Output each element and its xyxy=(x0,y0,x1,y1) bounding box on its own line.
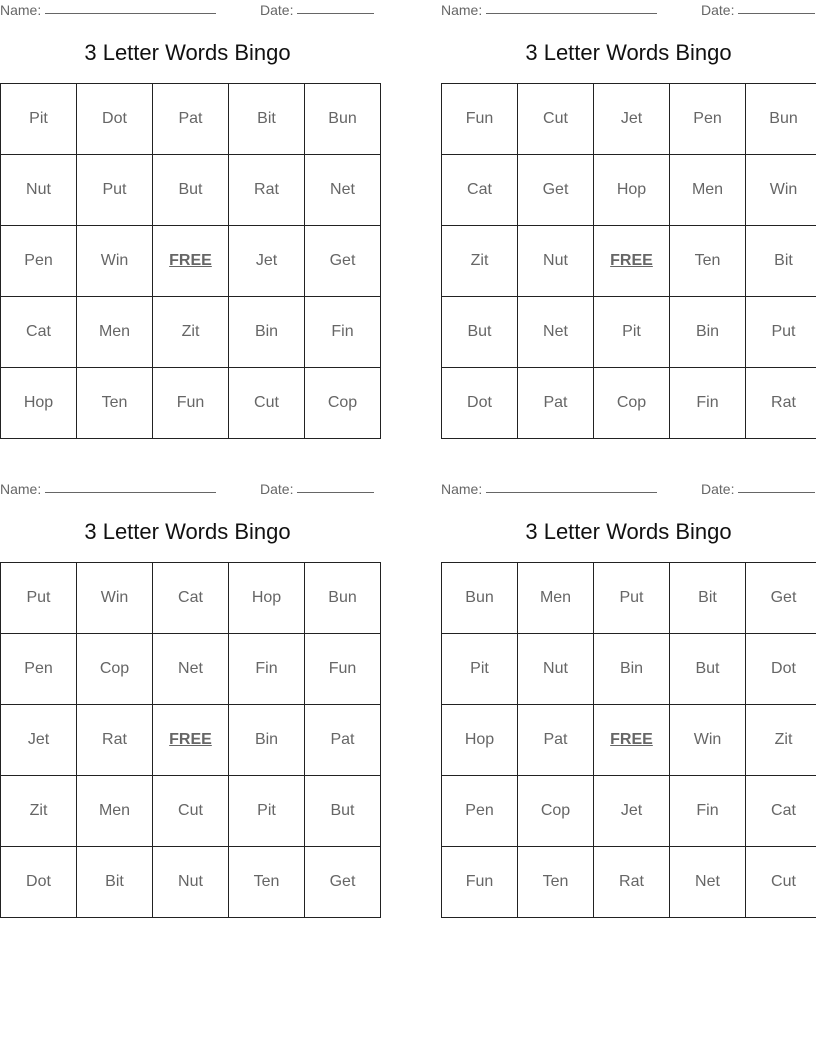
bingo-cell[interactable]: Zit xyxy=(746,705,816,776)
bingo-cell[interactable]: Win xyxy=(77,226,153,297)
bingo-cell[interactable]: Win xyxy=(746,155,816,226)
bingo-cell[interactable]: Bit xyxy=(77,847,153,918)
bingo-card xyxy=(0,0,375,435)
bingo-cell[interactable]: Nut xyxy=(1,155,77,226)
bingo-cell[interactable]: Nut xyxy=(518,226,594,297)
bingo-cell[interactable]: Rat xyxy=(229,155,305,226)
bingo-cell[interactable]: Put xyxy=(746,297,816,368)
bingo-cell[interactable]: Ten xyxy=(670,226,746,297)
bingo-cell[interactable]: Rat xyxy=(77,705,153,776)
bingo-cell[interactable]: But xyxy=(153,155,229,226)
bingo-row xyxy=(442,297,816,368)
bingo-cell[interactable]: Net xyxy=(518,297,594,368)
card-title: 3 Letter Words Bingo xyxy=(525,519,732,544)
bingo-cell[interactable]: Cop xyxy=(518,776,594,847)
card-title: 3 Letter Words Bingo xyxy=(525,40,732,65)
bingo-cell[interactable]: Cat xyxy=(746,776,816,847)
bingo-cell[interactable]: Cut xyxy=(746,847,816,918)
bingo-cell[interactable]: Cat xyxy=(442,155,518,226)
bingo-cell[interactable]: Dot xyxy=(77,84,153,155)
bingo-cell[interactable]: Bun xyxy=(746,84,816,155)
name-line xyxy=(45,491,216,493)
bingo-cell[interactable]: Ten xyxy=(518,847,594,918)
name-line xyxy=(45,12,216,14)
bingo-cell[interactable]: Get xyxy=(746,563,816,634)
bingo-cell[interactable]: Bun xyxy=(305,563,381,634)
bingo-cell[interactable]: Cop xyxy=(305,368,381,439)
bingo-cell[interactable]: Fin xyxy=(229,634,305,705)
name-line xyxy=(486,12,657,14)
bingo-cell[interactable]: Net xyxy=(305,155,381,226)
bingo-cell[interactable]: Bit xyxy=(229,84,305,155)
bingo-cell[interactable]: Nut xyxy=(153,847,229,918)
bingo-cell[interactable]: Cop xyxy=(594,368,670,439)
bingo-cell[interactable]: Win xyxy=(77,563,153,634)
bingo-cell[interactable]: Fun xyxy=(153,368,229,439)
bingo-row xyxy=(442,705,816,776)
bingo-cell[interactable]: Jet xyxy=(594,776,670,847)
bingo-row xyxy=(442,634,816,705)
bingo-cell[interactable]: Pat xyxy=(305,705,381,776)
bingo-row xyxy=(442,563,816,634)
bingo-cell[interactable]: Pit xyxy=(442,634,518,705)
bingo-cell[interactable]: Dot xyxy=(746,634,816,705)
bingo-row xyxy=(1,563,381,634)
date-label: Date: xyxy=(260,2,294,18)
bingo-cell[interactable]: Dot xyxy=(1,847,77,918)
name-line xyxy=(486,491,657,493)
bingo-cell[interactable]: Get xyxy=(518,155,594,226)
bingo-cell[interactable]: Cut xyxy=(153,776,229,847)
card-header xyxy=(0,481,375,499)
bingo-cell[interactable]: But xyxy=(305,776,381,847)
card-header xyxy=(0,2,375,20)
bingo-card xyxy=(0,479,375,914)
bingo-grid xyxy=(441,562,816,918)
bingo-row xyxy=(1,705,381,776)
bingo-cell[interactable]: Nut xyxy=(518,634,594,705)
bingo-cell[interactable]: Zit xyxy=(153,297,229,368)
name-label: Name: xyxy=(441,481,483,497)
bingo-row xyxy=(1,226,381,297)
card-title: 3 Letter Words Bingo xyxy=(84,40,291,65)
bingo-cell[interactable]: Net xyxy=(670,847,746,918)
bingo-row xyxy=(442,226,816,297)
bingo-row xyxy=(1,368,381,439)
name-field[interactable] xyxy=(0,2,216,18)
bingo-cell[interactable]: Get xyxy=(305,226,381,297)
bingo-row xyxy=(1,634,381,705)
bingo-cell[interactable]: Pen xyxy=(442,776,518,847)
bingo-cell[interactable]: Zit xyxy=(1,776,77,847)
bingo-cell[interactable]: Put xyxy=(77,155,153,226)
bingo-cell[interactable]: Zit xyxy=(442,226,518,297)
free-space-cell[interactable]: FREE xyxy=(594,226,670,297)
bingo-cell[interactable]: But xyxy=(442,297,518,368)
bingo-cell[interactable]: But xyxy=(670,634,746,705)
bingo-cell[interactable]: Jet xyxy=(229,226,305,297)
bingo-row xyxy=(442,84,816,155)
bingo-cell[interactable]: Cat xyxy=(153,563,229,634)
name-label: Name: xyxy=(441,2,483,18)
bingo-cell[interactable]: Hop xyxy=(594,155,670,226)
date-label: Date: xyxy=(701,2,735,18)
bingo-cell[interactable]: Bin xyxy=(229,297,305,368)
bingo-cell[interactable]: Ten xyxy=(77,368,153,439)
bingo-cell[interactable]: Net xyxy=(153,634,229,705)
bingo-row xyxy=(1,776,381,847)
bingo-row xyxy=(442,368,816,439)
bingo-cell[interactable]: Jet xyxy=(1,705,77,776)
bingo-cell[interactable]: Bin xyxy=(670,297,746,368)
bingo-cell[interactable]: Pen xyxy=(670,84,746,155)
name-label: Name: xyxy=(0,481,42,497)
bingo-cell[interactable]: Men xyxy=(77,776,153,847)
bingo-cell[interactable]: Fin xyxy=(670,776,746,847)
date-line xyxy=(738,12,815,14)
free-space-cell[interactable]: FREE xyxy=(594,705,670,776)
date-field[interactable] xyxy=(260,2,374,18)
bingo-cell[interactable]: Cut xyxy=(518,84,594,155)
bingo-cell[interactable]: Fun xyxy=(442,84,518,155)
card-header xyxy=(441,481,816,499)
name-field[interactable] xyxy=(441,2,657,18)
name-field[interactable] xyxy=(441,481,657,497)
date-field[interactable] xyxy=(701,2,815,18)
bingo-cell[interactable]: Fun xyxy=(305,634,381,705)
bingo-cell[interactable]: Pat xyxy=(518,368,594,439)
bingo-row xyxy=(1,155,381,226)
date-field[interactable] xyxy=(701,481,815,497)
bingo-cell[interactable]: Men xyxy=(518,563,594,634)
bingo-row xyxy=(442,155,816,226)
bingo-cell[interactable]: Dot xyxy=(442,368,518,439)
bingo-cell[interactable]: Pit xyxy=(1,84,77,155)
bingo-cell[interactable]: Win xyxy=(670,705,746,776)
bingo-cell[interactable]: Put xyxy=(594,563,670,634)
bingo-cell[interactable]: Fin xyxy=(670,368,746,439)
bingo-cell[interactable]: Bun xyxy=(305,84,381,155)
bingo-cell[interactable]: Pen xyxy=(1,226,77,297)
bingo-cell[interactable]: Pit xyxy=(229,776,305,847)
bingo-cell[interactable]: Bun xyxy=(442,563,518,634)
bingo-cell[interactable]: Men xyxy=(670,155,746,226)
bingo-cell[interactable]: Men xyxy=(77,297,153,368)
bingo-cell[interactable]: Get xyxy=(305,847,381,918)
name-label: Name: xyxy=(0,2,42,18)
bingo-cell[interactable]: Bin xyxy=(594,634,670,705)
bingo-cell[interactable]: Cat xyxy=(1,297,77,368)
bingo-cell[interactable]: Pat xyxy=(518,705,594,776)
date-line xyxy=(297,12,374,14)
bingo-cell[interactable]: Rat xyxy=(746,368,816,439)
bingo-cell[interactable]: Hop xyxy=(229,563,305,634)
bingo-cell[interactable]: Hop xyxy=(1,368,77,439)
bingo-cell[interactable]: Pit xyxy=(594,297,670,368)
date-label: Date: xyxy=(260,481,294,497)
free-space-cell[interactable]: FREE xyxy=(153,226,229,297)
bingo-cell[interactable]: Cop xyxy=(77,634,153,705)
bingo-cell[interactable]: Hop xyxy=(442,705,518,776)
bingo-cell[interactable]: Rat xyxy=(594,847,670,918)
bingo-cell[interactable]: Pen xyxy=(1,634,77,705)
bingo-row xyxy=(442,847,816,918)
bingo-row xyxy=(1,847,381,918)
date-field[interactable] xyxy=(260,481,374,497)
bingo-cell[interactable]: Fun xyxy=(442,847,518,918)
bingo-grid xyxy=(0,83,381,439)
bingo-cell[interactable]: Jet xyxy=(594,84,670,155)
bingo-grid xyxy=(0,562,381,918)
free-space-cell[interactable]: FREE xyxy=(153,705,229,776)
date-line xyxy=(738,491,815,493)
bingo-cell[interactable]: Bin xyxy=(229,705,305,776)
card-header xyxy=(441,2,816,20)
bingo-cell[interactable]: Put xyxy=(1,563,77,634)
bingo-row xyxy=(1,84,381,155)
date-line xyxy=(297,491,374,493)
date-label: Date: xyxy=(701,481,735,497)
name-field[interactable] xyxy=(0,481,216,497)
bingo-cell[interactable]: Ten xyxy=(229,847,305,918)
bingo-cell[interactable]: Fin xyxy=(305,297,381,368)
bingo-row xyxy=(442,776,816,847)
bingo-cell[interactable]: Pat xyxy=(153,84,229,155)
bingo-row xyxy=(1,297,381,368)
bingo-card xyxy=(441,479,816,914)
card-title: 3 Letter Words Bingo xyxy=(84,519,291,544)
bingo-card xyxy=(441,0,816,435)
bingo-grid xyxy=(441,83,816,439)
bingo-cell[interactable]: Bit xyxy=(670,563,746,634)
bingo-cell[interactable]: Cut xyxy=(229,368,305,439)
bingo-cell[interactable]: Bit xyxy=(746,226,816,297)
